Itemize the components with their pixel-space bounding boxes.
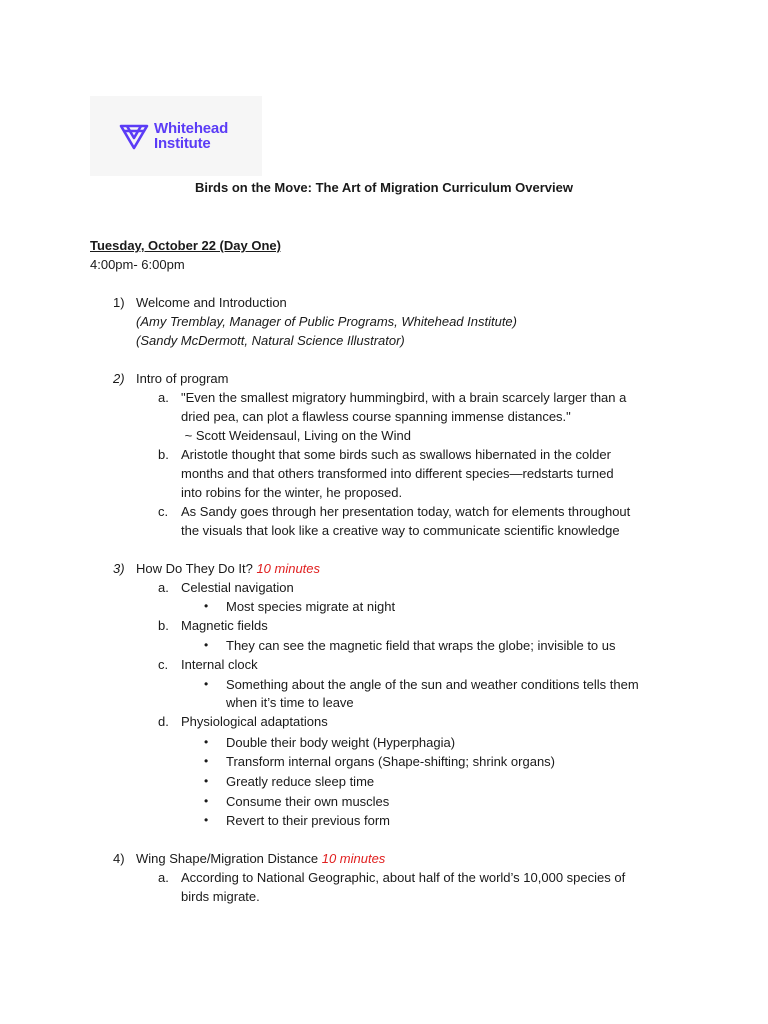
item-4a-letter: a.: [158, 870, 169, 885]
item-2c-line-1: As Sandy goes through her presentation today, watch for elements throughout: [181, 504, 631, 519]
item-3c-letter: c.: [158, 657, 169, 672]
bullet-glyph: •: [204, 735, 209, 749]
item-4-heading: [136, 849, 385, 868]
item-3a-text: Celestial navigation: [181, 580, 294, 595]
item-2a-line-1: "Even the smallest migratory hummingbird, with a brain scarcely larger than a: [181, 390, 627, 405]
item-3d-bullet-1: Double their body weight (Hyperphagia): [226, 735, 456, 750]
bullet-glyph: •: [204, 638, 209, 652]
item-3-label: How Do They Do It?: [136, 561, 253, 576]
bullet-glyph: •: [204, 774, 209, 788]
item-3d-bullet-4: Consume their own muscles: [226, 794, 390, 809]
bullet-glyph: •: [204, 754, 209, 768]
logo: [90, 96, 262, 176]
item-4-number: 4): [113, 851, 125, 866]
item-1-note-2: (Sandy McDermott, Natural Science Illustrator): [136, 333, 405, 348]
item-3-heading: [136, 559, 320, 578]
item-2c-line-2: the visuals that look like a creative way to communicate scientific knowledge: [181, 523, 620, 538]
item-2a-letter: a.: [158, 390, 169, 405]
item-1-note-1: (Amy Tremblay, Manager of Public Programs, Whitehead Institute): [136, 314, 517, 329]
item-2-label: Intro of program: [136, 371, 229, 386]
bullet-glyph: •: [204, 599, 209, 613]
day-heading: Tuesday, October 22 (Day One): [90, 238, 281, 253]
item-3b-text: Magnetic fields: [181, 618, 268, 633]
item-4a-line-1: According to National Geographic, about half of the world’s 10,000 species of: [181, 870, 626, 885]
item-3c-text: Internal clock: [181, 657, 258, 672]
item-3d-bullet-3: Greatly reduce sleep time: [226, 774, 375, 789]
item-4-label: Wing Shape/Migration Distance: [136, 851, 319, 866]
item-3d-bullet-2: Transform internal organs (Shape-shifting; shrink organs): [226, 754, 555, 769]
item-2a-line-2: dried pea, can plot a flawless course spanning immense distances.": [181, 409, 571, 424]
item-1-label: Welcome and Introduction: [136, 295, 287, 310]
item-3-number: 3): [113, 561, 125, 576]
item-3a-letter: a.: [158, 580, 169, 595]
item-3d-bullet-5: Revert to their previous form: [226, 813, 391, 828]
logo-text: [154, 121, 228, 151]
item-4-duration: 10 minutes: [321, 851, 386, 866]
item-3d-letter: d.: [158, 714, 169, 729]
whitehead-logo-icon: [118, 120, 150, 152]
item-2b-line-2: months and that others transformed into different species—redstarts turned: [181, 466, 614, 481]
item-3b-bullet-1: They can see the magnetic field that wraps the globe; invisible to us: [226, 638, 616, 653]
bullet-glyph: •: [204, 794, 209, 808]
item-3d-text: Physiological adaptations: [181, 714, 328, 729]
document-title: Birds on the Move: The Art of Migration Curriculum Overview: [194, 180, 573, 195]
bullet-glyph: •: [204, 677, 209, 691]
item-3c-bullet-1-line-2: when it’s time to leave: [226, 695, 354, 710]
item-2a-line-3: ~ Scott Weidensaul, Living on the Wind: [181, 428, 411, 443]
item-3c-bullet-1-line-1: Something about the angle of the sun and weather conditions tells them: [226, 677, 639, 692]
item-1-number: 1): [113, 295, 125, 310]
item-2-number: 2): [113, 371, 125, 386]
item-3a-bullet-1: Most species migrate at night: [226, 599, 396, 614]
logo-line-2: Institute: [154, 135, 211, 152]
logo-line-1: Whitehead: [154, 120, 229, 137]
item-2b-line-1: Aristotle thought that some birds such as swallows hibernated in the colder: [181, 447, 611, 462]
item-4a-line-2: birds migrate.: [181, 889, 260, 904]
item-2c-letter: c.: [158, 504, 169, 519]
item-2b-letter: b.: [158, 447, 169, 462]
item-3b-letter: b.: [158, 618, 169, 633]
day-time: 4:00pm- 6:00pm: [90, 257, 185, 272]
bullet-glyph: •: [204, 813, 209, 827]
item-2b-line-3: into robins for the winter, he proposed.: [181, 485, 403, 500]
item-3-duration: 10 minutes: [256, 561, 321, 576]
